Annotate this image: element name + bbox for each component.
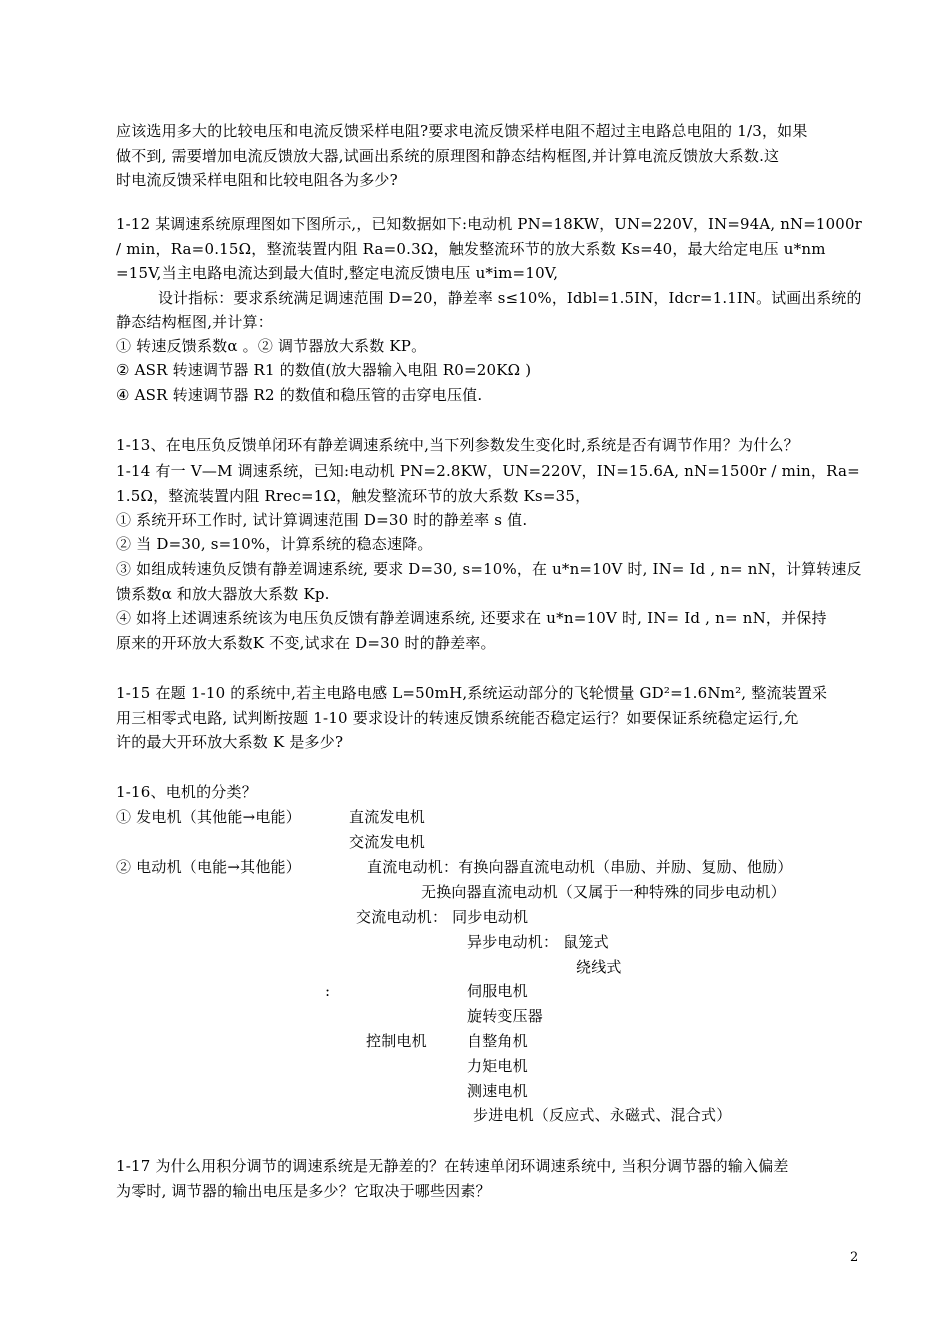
text-line-l21: 1-15 在题 1-10 的系统中,若主电路电感 L=50mH,系统运动部分的飞轮惯量 GD²=1.6Nm², 整流装置采: [116, 684, 828, 702]
text-line-l25: ① 发电机（其他能→电能）: [116, 808, 301, 826]
text-line-l24: 1-16、电机的分类？: [116, 783, 257, 801]
text-line-l33: 绕线式: [576, 958, 622, 976]
text-line-l14: 1.5Ω，整流装置内阻 Rrec=1Ω，触发整流环节的放大系数 Ks=35，: [116, 487, 591, 505]
text-line-l36: 旋转变压器: [467, 1007, 544, 1025]
text-line-l13: 1-14 有一 V—M 调速系统，已知:电动机 PN=2.8KW，UN=220V，IN=15.6A, nN=1500r / min，Ra=: [116, 462, 860, 480]
text-line-l15: ① 系统开环工作时, 试计算调速范围 D=30 时的静差率 s 值.: [116, 511, 528, 529]
text-line-l22: 用三相零式电路, 试判断按题 1-10 要求设计的转速反馈系统能否稳定运行？如要保证系统稳定运行,允: [116, 709, 799, 727]
text-line-l05: / min，Ra=0.15Ω，整流装置内阻 Ra=0.3Ω，触发整流环节的放大系数 Ks=40，最大给定电压 u*nm: [116, 240, 826, 258]
text-line-l02: 做不到, 需要增加电流反馈放大器,试画出系统的原理图和静态结构框图,并计算电流反馈放大系数.这: [116, 147, 780, 165]
text-line-l18: 馈系数α 和放大器放大系数 Kp.: [116, 585, 330, 603]
text-line-l04: 1-12 某调速系统原理图如下图所示,，已知数据如下:电动机 PN=18KW，UN=220V，IN=94A, nN=1000r: [116, 215, 862, 233]
text-line-l29: 直流电动机：有换向器直流电动机（串励、并励、复励、他励）: [367, 858, 793, 876]
text-line-l01: 应该选用多大的比较电压和电流反馈采样电阻?要求电流反馈采样电阻不超过主电路总电阻的 1/3，如果: [116, 122, 808, 140]
text-line-l42: 1-17 为什么用积分调节的调速系统是无静差的？在转速单闭环调速系统中, 当积分调节器的输入偏差: [116, 1157, 789, 1175]
text-line-l37: 控制电机: [366, 1032, 427, 1050]
text-line-l26: 直流发电机: [349, 808, 426, 826]
text-line-l19: ④ 如将上述调速系统该为电压负反馈有静差调速系统, 还要求在 u*n=10V 时, IN= Id , n= nN，并保持: [116, 609, 827, 627]
text-line-l23: 许的最大开环放大系数 K 是多少?: [116, 733, 344, 751]
text-line-l11: ④ ASR 转速调节器 R2 的数值和稳压管的击穿电压值.: [116, 386, 483, 404]
text-line-l12: 1-13、在电压负反馈单闭环有静差调速系统中,当下列参数发生变化时,系统是否有调节作用？为什么？: [116, 436, 799, 454]
page-number: 2: [850, 1250, 859, 1265]
text-line-l28: ② 电动机（电能→其他能）: [116, 858, 301, 876]
text-line-l31: 交流电动机： 同步电动机: [356, 908, 529, 926]
text-line-l34: :: [325, 982, 331, 1000]
text-line-l20: 原来的开环放大系数K 不变,试求在 D=30 时的静差率。: [116, 634, 496, 652]
text-line-l10: ② ASR 转速调节器 R1 的数值(放大器输入电阻 R0=20KΩ ): [116, 361, 532, 379]
text-line-l07: 设计指标：要求系统满足调速范围 D=20，静差率 s≤10%，Idbl=1.5IN，Idcr=1.1IN。试画出系统的: [158, 289, 862, 307]
text-line-l09: ① 转速反馈系数α 。② 调节器放大系数 KP。: [116, 337, 427, 355]
text-line-l16: ② 当 D=30, s=10%，计算系统的稳态速降。: [116, 535, 433, 553]
text-line-l27: 交流发电机: [349, 833, 426, 851]
text-line-l32: 异步电动机： 鼠笼式: [467, 933, 609, 951]
text-line-l35: 伺服电机: [467, 982, 528, 1000]
text-line-l41: 步进电机（反应式、永磁式、混合式）: [473, 1106, 732, 1124]
text-line-l40: 测速电机: [467, 1082, 528, 1100]
text-line-l30: 无换向器直流电动机（又属于一种特殊的同步电动机）: [421, 883, 786, 901]
text-line-l38: 自整角机: [467, 1032, 528, 1050]
text-line-l03: 时电流反馈采样电阻和比较电阻各为多少?: [116, 171, 398, 189]
text-line-l08: 静态结构框图,并计算：: [116, 313, 273, 331]
text-line-l43: 为零时, 调节器的输出电压是多少？它取决于哪些因素？: [116, 1182, 491, 1200]
text-line-l17: ③ 如组成转速负反馈有静差调速系统, 要求 D=30, s=10%，在 u*n=10V 时, IN= Id , n= nN，计算转速反: [116, 560, 862, 578]
text-line-l39: 力矩电机: [467, 1057, 528, 1075]
text-line-l06: =15V,当主电路电流达到最大值时,整定电流反馈电压 u*im=10V,: [116, 264, 559, 282]
